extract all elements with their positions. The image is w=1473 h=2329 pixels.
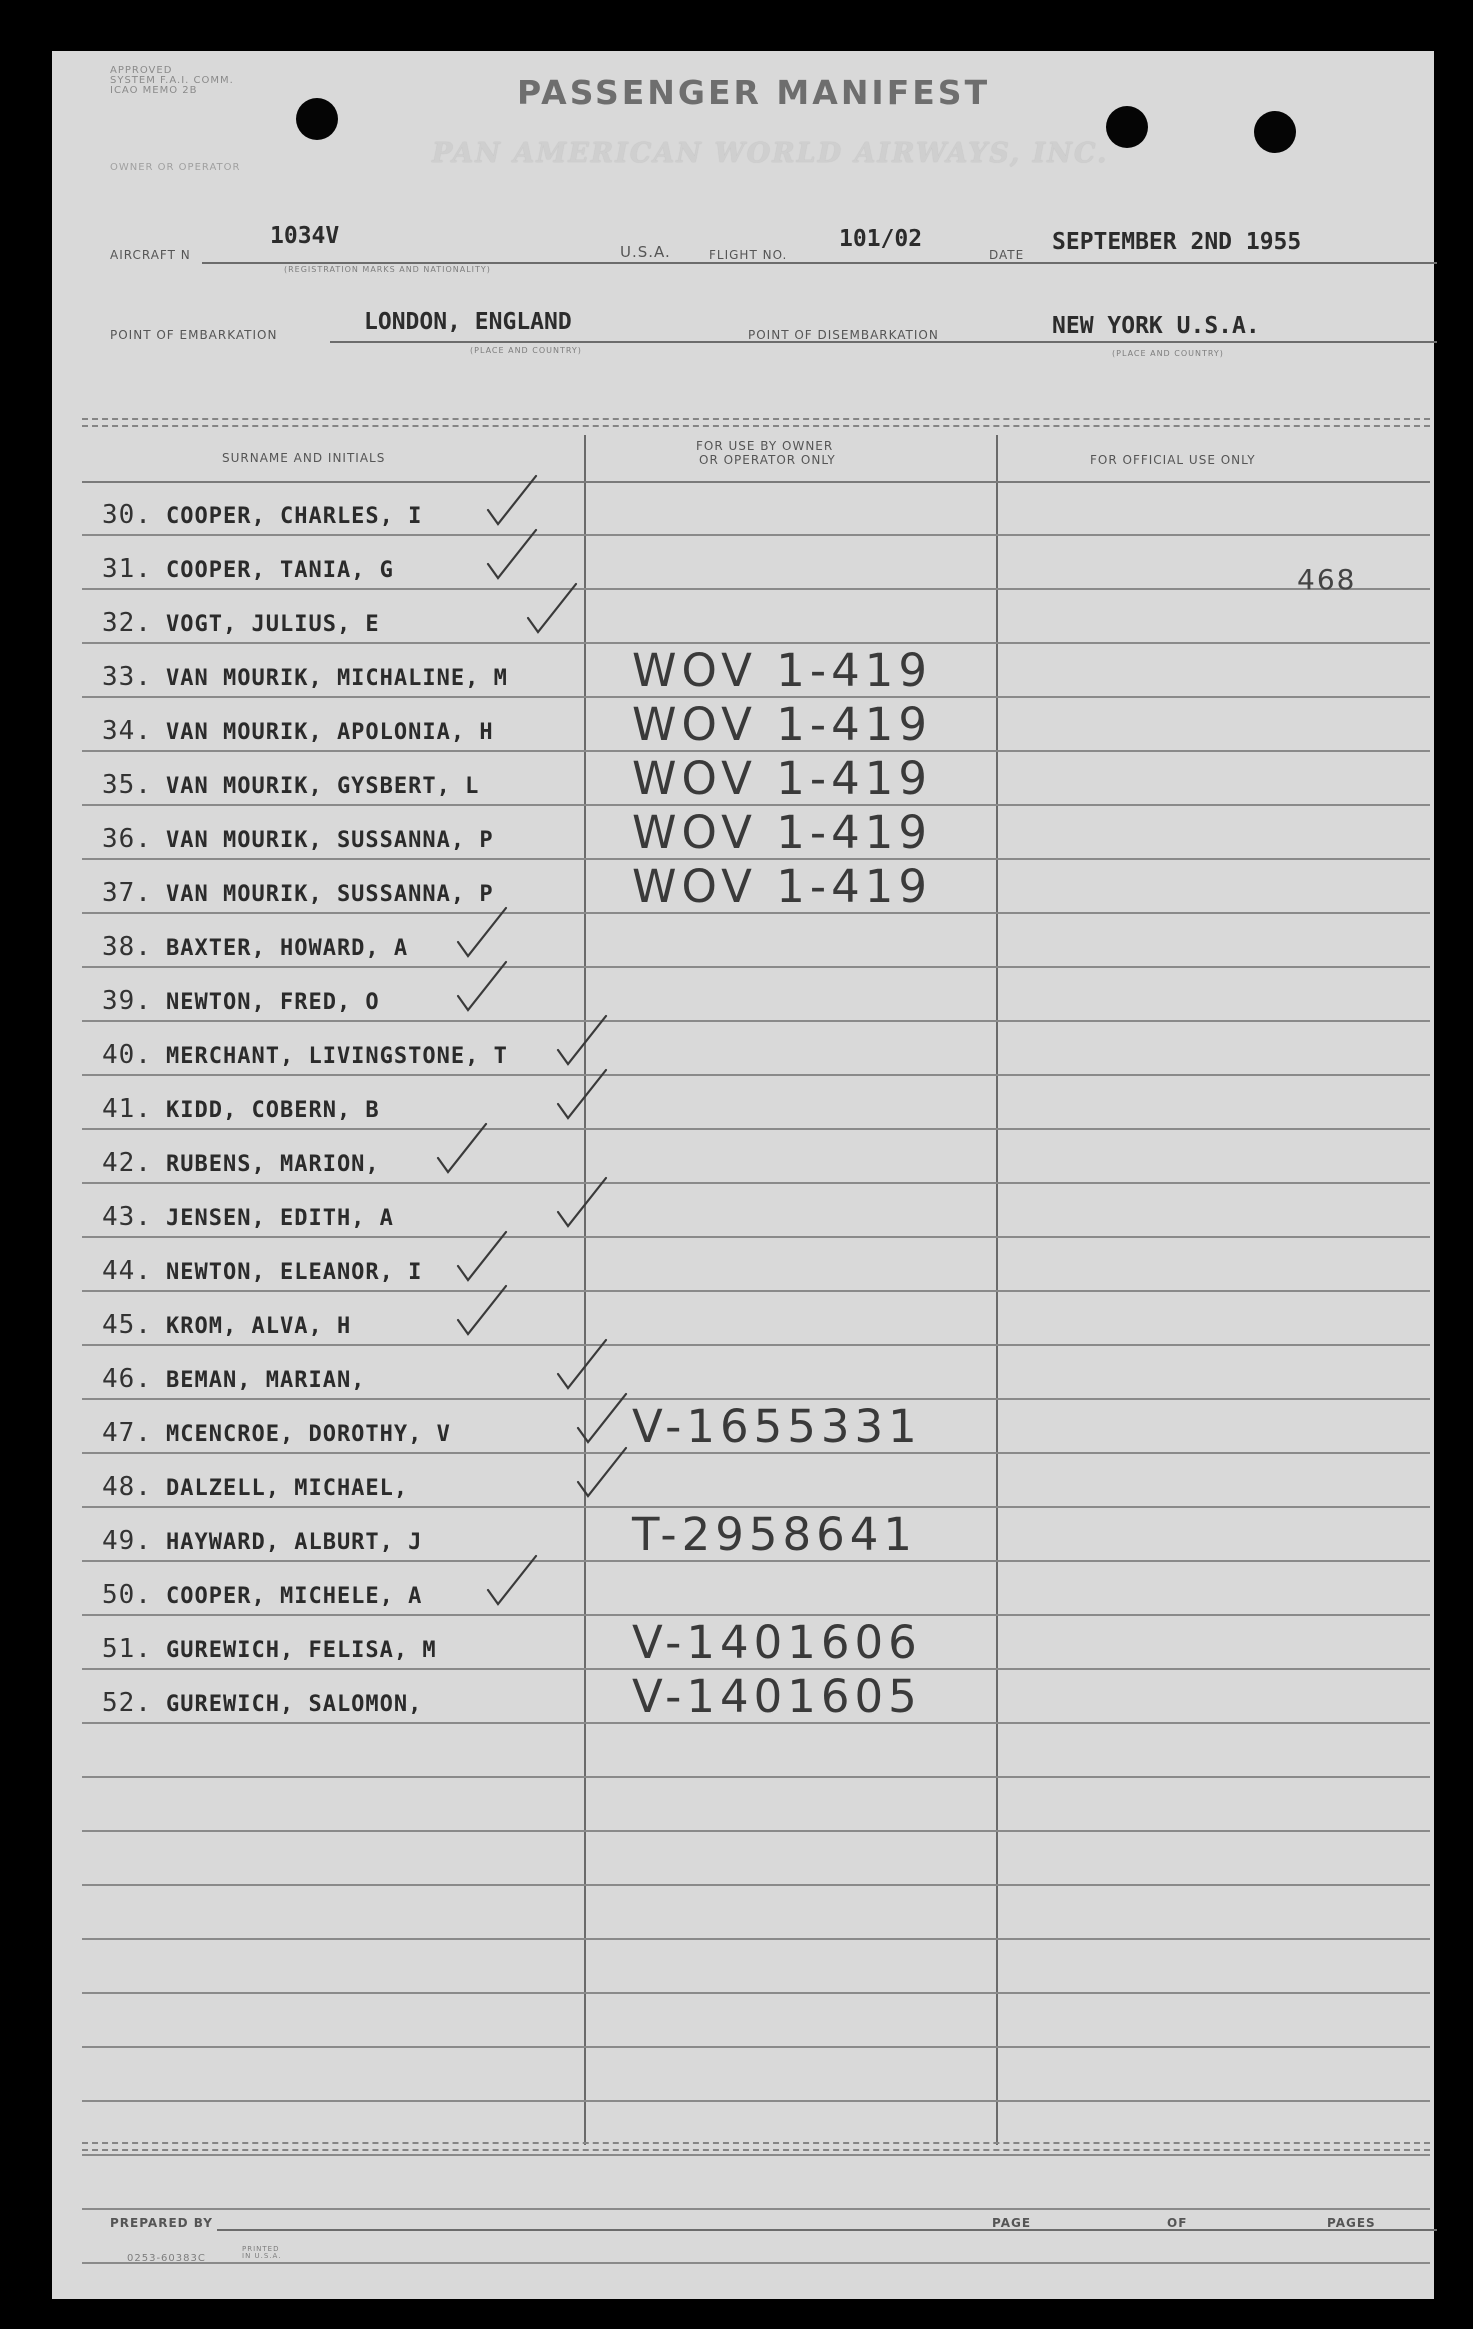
check-mark-icon xyxy=(552,1336,612,1396)
passenger-name: VAN MOURIK, SUSSANNA, P xyxy=(166,828,494,853)
passenger-number: 45. xyxy=(102,1310,152,1340)
check-mark-icon xyxy=(482,526,542,586)
passenger-number: 36. xyxy=(102,824,152,854)
passenger-name: NEWTON, FRED, O xyxy=(166,990,380,1015)
table-rule xyxy=(82,1020,1430,1022)
check-mark-icon xyxy=(482,1552,542,1612)
passenger-name: VAN MOURIK, GYSBERT, L xyxy=(166,774,480,799)
passenger-number: 50. xyxy=(102,1580,152,1610)
table-row xyxy=(102,878,494,908)
passenger-name: COOPER, MICHELE, A xyxy=(166,1584,423,1609)
punch-hole-right-2 xyxy=(1254,111,1296,153)
col-header-surname: SURNAME AND INITIALS xyxy=(222,451,386,465)
column-header-rule xyxy=(82,481,1430,483)
passenger-number: 39. xyxy=(102,986,152,1016)
footer-rule-1 xyxy=(82,2142,1430,2144)
prepared-underline xyxy=(217,2229,1037,2231)
page-underline xyxy=(1037,2229,1437,2231)
page-label: PAGE xyxy=(992,2216,1032,2230)
usa-label: U.S.A. xyxy=(620,243,671,261)
passenger-name: DALZELL, MICHAEL, xyxy=(166,1476,409,1501)
table-rule xyxy=(82,1938,1430,1940)
table-rule xyxy=(82,534,1430,536)
table-rule xyxy=(82,1236,1430,1238)
owner-operator-note: WOV 1-419 xyxy=(632,752,932,805)
table-row xyxy=(102,1094,380,1124)
owner-operator-note: V-1401606 xyxy=(632,1616,922,1669)
passenger-name: JENSEN, EDITH, A xyxy=(166,1206,394,1231)
passenger-number: 35. xyxy=(102,770,152,800)
table-row xyxy=(102,1310,351,1340)
pages-label: PAGES xyxy=(1327,2216,1376,2230)
check-mark-icon xyxy=(552,1012,612,1072)
printed-label: PRINTED IN U.S.A. xyxy=(242,2245,282,2260)
passenger-name: COOPER, CHARLES, I xyxy=(166,504,423,529)
embarkation-caption: (PLACE AND COUNTRY) xyxy=(470,346,582,355)
table-row xyxy=(102,1364,365,1394)
table-rule xyxy=(82,1776,1430,1778)
table-row xyxy=(102,1634,437,1664)
owner-operator-note: T-2958641 xyxy=(632,1508,918,1561)
passenger-number: 44. xyxy=(102,1256,152,1286)
table-row xyxy=(102,1040,508,1070)
table-rule xyxy=(82,1182,1430,1184)
punch-hole-left xyxy=(296,98,338,140)
table-row xyxy=(102,824,494,854)
passenger-number: 51. xyxy=(102,1634,152,1664)
table-rule xyxy=(82,588,1430,590)
date-value: SEPTEMBER 2ND 1955 xyxy=(1052,229,1302,255)
official-note: 468 xyxy=(1297,563,1357,596)
table-row xyxy=(102,932,408,962)
table-row xyxy=(102,986,380,1016)
disembarkation-label: POINT OF DISEMBARKATION xyxy=(748,328,939,342)
owner-operator-note: WOV 1-419 xyxy=(632,644,932,697)
table-row xyxy=(102,1580,422,1610)
disembarkation-caption: (PLACE AND COUNTRY) xyxy=(1112,349,1224,358)
table-rule xyxy=(82,2100,1430,2102)
table-rule xyxy=(82,1074,1430,1076)
footer-rule-2 xyxy=(82,2149,1430,2151)
col-header-official: FOR OFFICIAL USE ONLY xyxy=(1090,453,1256,467)
airline-name: PAN AMERICAN WORLD AIRWAYS, INC. xyxy=(432,138,1109,169)
table-rule xyxy=(82,1992,1430,1994)
table-row xyxy=(102,716,494,746)
check-mark-icon xyxy=(552,1066,612,1126)
table-rule xyxy=(82,2262,1430,2264)
col-header-owner-use-1: FOR USE BY OWNER xyxy=(696,439,834,453)
passenger-name: MERCHANT, LIVINGSTONE, T xyxy=(166,1044,508,1069)
passenger-name: BAXTER, HOWARD, A xyxy=(166,936,409,961)
form-number: 0253-60383C xyxy=(127,2253,206,2264)
table-row xyxy=(102,1256,422,1286)
passenger-name: RUBENS, MARION, xyxy=(166,1152,380,1177)
passenger-number: 33. xyxy=(102,662,152,692)
passenger-number: 47. xyxy=(102,1418,152,1448)
disembarkation-value: NEW YORK U.S.A. xyxy=(1052,313,1260,339)
approved-block xyxy=(110,66,234,96)
table-rule xyxy=(82,1290,1430,1292)
passenger-number: 46. xyxy=(102,1364,152,1394)
passenger-number: 48. xyxy=(102,1472,152,1502)
passenger-number: 37. xyxy=(102,878,152,908)
passenger-number: 52. xyxy=(102,1688,152,1718)
table-row xyxy=(102,1526,422,1556)
owner-label: OWNER OR OPERATOR xyxy=(110,162,241,173)
passenger-name: NEWTON, ELEANOR, I xyxy=(166,1260,423,1285)
table-row xyxy=(102,662,508,692)
owner-operator-note: WOV 1-419 xyxy=(632,806,932,859)
check-mark-icon xyxy=(452,1228,512,1288)
passenger-number: 43. xyxy=(102,1202,152,1232)
check-mark-icon xyxy=(452,958,512,1018)
check-mark-icon xyxy=(432,1120,492,1180)
passenger-number: 40. xyxy=(102,1040,152,1070)
approved-line-2: SYSTEM F.A.I. COMM. xyxy=(110,75,234,86)
check-mark-icon xyxy=(572,1444,632,1504)
passenger-number: 31. xyxy=(102,554,152,584)
passenger-name: KIDD, COBERN, B xyxy=(166,1098,380,1123)
table-rule xyxy=(82,2208,1430,2210)
passenger-name: GUREWICH, SALOMON, xyxy=(166,1692,423,1717)
passenger-number: 34. xyxy=(102,716,152,746)
check-mark-icon xyxy=(552,1174,612,1234)
check-mark-icon xyxy=(522,580,582,640)
passenger-name: HAYWARD, ALBURT, J xyxy=(166,1530,423,1555)
check-mark-icon xyxy=(572,1390,632,1450)
check-mark-icon xyxy=(482,472,542,532)
prepared-label: PREPARED BY xyxy=(110,2216,213,2230)
embarkation-label: POINT OF EMBARKATION xyxy=(110,328,278,342)
date-label: DATE xyxy=(989,248,1025,262)
approved-line-3: ICAO MEMO 2B xyxy=(110,85,198,96)
passenger-name: VOGT, JULIUS, E xyxy=(166,612,380,637)
table-rule xyxy=(82,1344,1430,1346)
passenger-number: 30. xyxy=(102,500,152,530)
approved-line-1: APPROVED xyxy=(110,65,173,76)
table-row xyxy=(102,500,422,530)
passenger-name: VAN MOURIK, SUSSANNA, P xyxy=(166,882,494,907)
table-row xyxy=(102,1472,408,1502)
passenger-number: 41. xyxy=(102,1094,152,1124)
passenger-name: KROM, ALVA, H xyxy=(166,1314,352,1339)
table-rule xyxy=(82,966,1430,968)
table-row xyxy=(102,554,394,584)
table-rule xyxy=(82,1128,1430,1130)
passenger-number: 38. xyxy=(102,932,152,962)
aircraft-underline xyxy=(202,262,1437,264)
table-row xyxy=(102,770,479,800)
aircraft-label: AIRCRAFT N xyxy=(110,248,191,262)
passenger-name: BEMAN, MARIAN, xyxy=(166,1368,366,1393)
owner-operator-note: V-1655331 xyxy=(632,1400,922,1453)
owner-operator-note: WOV 1-419 xyxy=(632,860,932,913)
manifest-page xyxy=(52,51,1434,2299)
passenger-number: 49. xyxy=(102,1526,152,1556)
table-rule xyxy=(82,1830,1430,1832)
passenger-name: GUREWICH, FELISA, M xyxy=(166,1638,437,1663)
table-rule xyxy=(82,1884,1430,1886)
owner-operator-note: WOV 1-419 xyxy=(632,698,932,751)
header-rule-2 xyxy=(82,425,1430,427)
punch-hole-right-1 xyxy=(1106,106,1148,148)
passenger-name: MCENCROE, DOROTHY, V xyxy=(166,1422,451,1447)
passenger-number: 32. xyxy=(102,608,152,638)
check-mark-icon xyxy=(452,904,512,964)
header-rule-1 xyxy=(82,418,1430,420)
table-row xyxy=(102,1688,422,1718)
embarkation-value: LONDON, ENGLAND xyxy=(364,309,572,335)
col-header-owner-use-2: OR OPERATOR ONLY xyxy=(699,453,836,467)
table-rule xyxy=(82,2046,1430,2048)
table-row xyxy=(102,608,380,638)
page-title: PASSENGER MANIFEST xyxy=(517,73,991,112)
flight-value: 101/02 xyxy=(839,226,923,252)
table-row xyxy=(102,1202,394,1232)
registration-caption: (REGISTRATION MARKS AND NATIONALITY) xyxy=(284,265,491,274)
owner-operator-note: V-1401605 xyxy=(632,1670,922,1723)
passenger-number: 42. xyxy=(102,1148,152,1178)
aircraft-value: 1034V xyxy=(270,223,340,249)
table-row xyxy=(102,1148,380,1178)
passenger-name: COOPER, TANIA, G xyxy=(166,558,394,583)
check-mark-icon xyxy=(452,1282,512,1342)
passenger-name: VAN MOURIK, MICHALINE, M xyxy=(166,666,508,691)
of-label: OF xyxy=(1167,2216,1188,2230)
flight-label: FLIGHT NO. xyxy=(709,248,788,262)
passenger-name: VAN MOURIK, APOLONIA, H xyxy=(166,720,494,745)
table-rule xyxy=(82,2154,1430,2156)
table-row xyxy=(102,1418,451,1448)
